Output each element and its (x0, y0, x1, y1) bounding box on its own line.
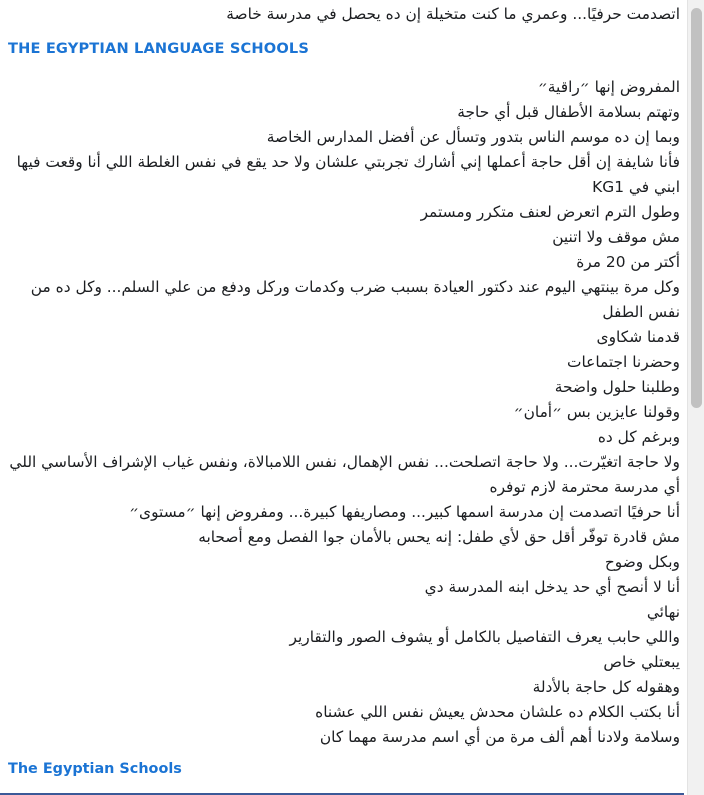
page-footer-link[interactable]: The Egyptian Schools (8, 761, 182, 777)
post-line: أنا بكتب الكلام ده علشان محدش يعيش نفس اللي عشناه (315, 703, 680, 721)
post-line: نهائي (646, 603, 680, 621)
post-line: وحضرنا اجتماعات (566, 353, 680, 371)
post-line: فأنا شايفة إن أقل حاجة أعملها إني أشارك تجربتي علشان ولا حد يقع في نفس الغلطة اللي أنا وقعت فيها (16, 153, 680, 171)
post-line: مش قادرة توفّر أقل حق لأي طفل: إنه يحس بالأمان جوا الفصل ومع أصحابه (198, 528, 680, 546)
post-line: وسلامة ولادنا أهم ألف مرة من أي اسم مدرسة مهما كان (319, 728, 680, 746)
post-line: وبرغم كل ده (597, 428, 680, 446)
post-line: قدمنا شكاوى (596, 328, 680, 346)
post-line: المفروض إنها ״راقية״ (537, 78, 680, 96)
post-line: وكل مرة بينتهي اليوم عند دكتور العيادة بسبب ضرب وكدمات وركل ودفع من علي السلم... وكل ده من نفس الطفل (30, 278, 680, 321)
scrollbar-thumb[interactable] (691, 8, 702, 408)
post-line: واللي حابب يعرف التفاصيل بالكامل أو يشوف الصور والتقارير (289, 628, 680, 646)
post-line: ابني في KG1 (592, 178, 680, 196)
spacer (6, 750, 680, 759)
vertical-scrollbar[interactable] (687, 0, 704, 795)
post-line: ولا حاجة اتغيّرت... ولا حاجة اتصلحت... نفس الإهمال، نفس اللامبالاة، ونفس غياب الإشراف الأساسي اللي أي مدرسة محترمة لازم توفره (9, 453, 680, 496)
post-line: أنا حرفيًا اتصدمت إن مدرسة اسمها كبير... ومصاريفها كبيرة... ومفروض إنها ״مستوى״ (129, 503, 680, 521)
post-line: وبكل وضوح (604, 553, 680, 571)
post-line: مش موقف ولا اتنين (552, 228, 680, 246)
spacer (6, 59, 680, 75)
brand-tag-link[interactable]: THE EGYPTIAN LANGUAGE SCHOOLS (8, 40, 309, 57)
post-line: أنا لا أنصح أي حد يدخل ابنه المدرسة دي (424, 578, 680, 596)
post-line: أكتر من 20 مرة (576, 253, 680, 271)
post-line: وطلبنا حلول واضحة (554, 378, 680, 396)
post-line: وبما إن ده موسم الناس بتدور وتسأل عن أفضل المدارس الخاصة (266, 128, 680, 146)
post-line: وهقوله كل حاجة بالأدلة (532, 678, 680, 696)
spacer (6, 27, 680, 39)
post-line: يبعتلي خاص (603, 653, 680, 671)
post-line: وطول الترم اتعرض لعنف متكرر ومستمر (420, 203, 680, 221)
post-line: وتهتم بسلامة الأطفال قبل أي حاجة (457, 103, 680, 121)
post-line: اتصدمت حرفيًا... وعمري ما كنت متخيلة إن ده يحصل في مدرسة خاصة (226, 5, 680, 23)
post-line: وقولنا عايزين بس ״أمان״ (513, 403, 680, 421)
